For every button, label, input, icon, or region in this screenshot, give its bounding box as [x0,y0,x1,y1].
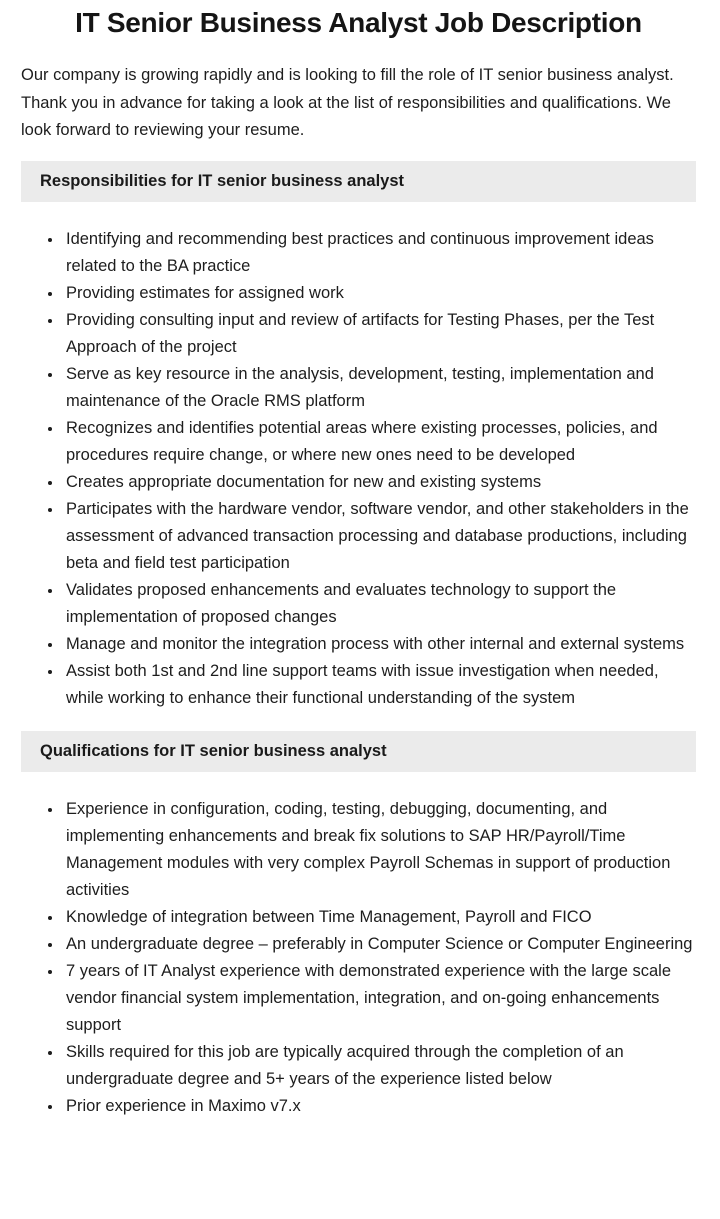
list-item: • An undergraduate degree – preferably in Computer Science or Computer Engineering [63,931,696,958]
list-item: • Prior experience in Maximo v7.x [63,1093,696,1120]
list-item: • Knowledge of integration between Time Management, Payroll and FICO [63,904,696,931]
page-title: IT Senior Business Analyst Job Description [75,7,642,38]
list-item: • 7 years of IT Analyst experience with demonstrated experience with the large scale vendor financial system implementation, integration, and on-going enhancements support [63,958,696,1039]
list-item: • Identifying and recommending best practices and continuous improvement ideas related to the BA practice [63,226,696,280]
list-item: • Recognizes and identifies potential areas where existing processes, policies, and procedures require change, or where new ones need to be developed [63,415,696,469]
list-item: • Validates proposed enhancements and evaluates technology to support the implementation of proposed changes [63,577,696,631]
section-heading-responsibilities: Responsibilities for IT senior business analyst [21,161,696,202]
list-item: • Participates with the hardware vendor, software vendor, and other stakeholders in the assessment of advanced transaction processing and database productions, including beta and field test participation [63,496,696,577]
section-responsibilities [21,161,696,712]
section-qualifications [21,731,696,1120]
responsibilities-list [21,226,696,712]
list-item: • Providing estimates for assigned work [63,280,696,307]
list-item: • Manage and monitor the integration process with other internal and external systems [63,631,696,658]
list-item: • Assist both 1st and 2nd line support teams with issue investigation when needed, while working to enhance their functional understanding of the system [63,658,696,712]
list-item: • Experience in configuration, coding, testing, debugging, documenting, and implementing enhancements and break fix solutions to SAP HR/Payroll/Time Management modules with very complex Payroll Schemas in support of production activities [63,796,696,904]
section-heading-qualifications: Qualifications for IT senior business analyst [21,731,696,772]
intro-paragraph: Our company is growing rapidly and is looking to fill the role of IT senior business analyst. Thank you in advance for taking a look at the list of responsibilities and qualifications. We look forward to reviewing your resume. [21,66,674,139]
qualifications-list [21,796,696,1120]
list-item: • Skills required for this job are typically acquired through the completion of an undergraduate degree and 5+ years of the experience listed below [63,1039,696,1093]
list-item: • Serve as key resource in the analysis, development, testing, implementation and maintenance of the Oracle RMS platform [63,361,696,415]
list-item: • Creates appropriate documentation for new and existing systems [63,469,696,496]
list-item: • Providing consulting input and review of artifacts for Testing Phases, per the Test Approach of the project [63,307,696,361]
